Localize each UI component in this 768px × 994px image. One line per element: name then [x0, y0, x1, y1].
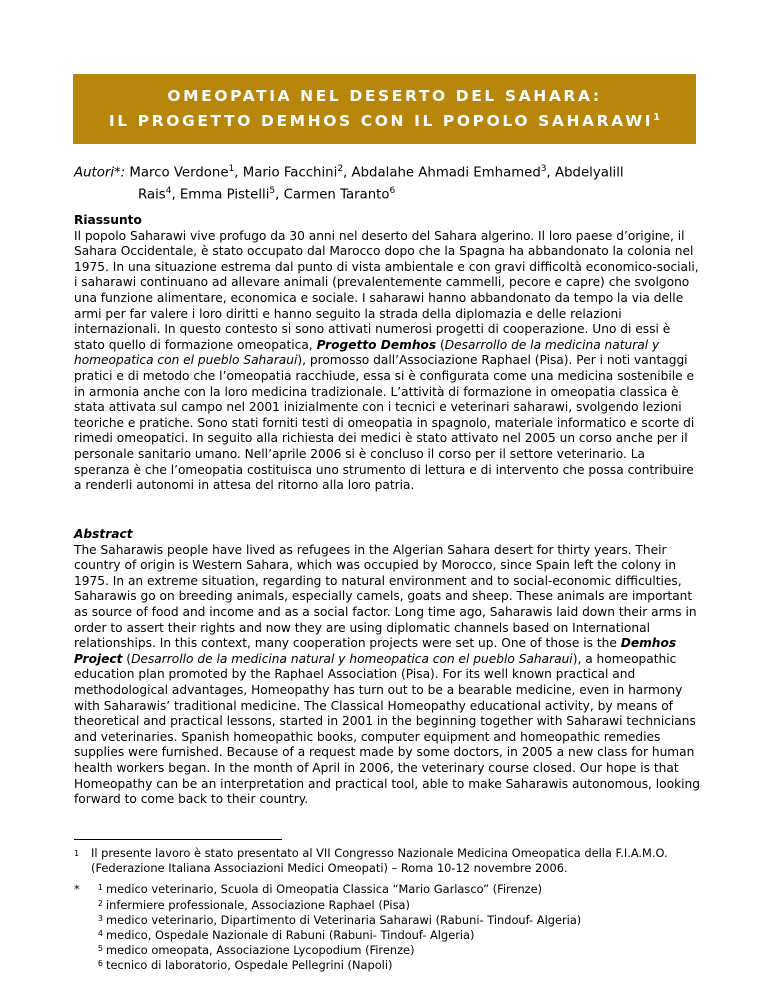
affiliations-list [74, 882, 704, 973]
affiliation-number: 4 [97, 929, 103, 939]
author-1-ref: 1 [228, 164, 235, 174]
affiliation-item [91, 943, 581, 958]
footnote-1 [74, 846, 704, 876]
author-2: , Mario Facchini [234, 165, 338, 181]
riassunto-heading: Riassunto [74, 213, 142, 227]
affiliation-item [91, 898, 581, 913]
footnote-1-mark [74, 846, 91, 876]
affiliation-number: 6 [97, 959, 103, 969]
affiliation-text: medico omeopata, Associazione Lycopodium (Firenze) [106, 943, 415, 958]
abstract-text [74, 543, 700, 808]
author-3-ref: 3 [540, 164, 547, 174]
riassunto-project-name: Progetto Demhos [316, 337, 437, 352]
title-line-1: OMEOPATIA NEL DESERTO DEL SAHARA: [167, 87, 602, 106]
affiliation-number: 3 [97, 913, 103, 923]
authors-label: Autori*: [74, 165, 126, 181]
riassunto-section [74, 213, 700, 494]
authors-line-2 [74, 182, 714, 204]
affiliation-number: 2 [97, 898, 103, 908]
title-footnote-ref: 1 [653, 112, 661, 124]
riassunto-text [74, 229, 700, 494]
affiliation-item [91, 913, 581, 928]
riassunto-text-part-1: Il popolo Saharawi vive profugo da 30 anni nel deserto del Sahara algerino. Il loro paese d’origine, il Sahara Occidentale, è stato occupato dal Marocco dopo che la Spagna ha abbandonato la colonia nel 1975. In una situazione estrema dal punto di vista ambientale e con gravi difficoltà economico-sociali, i saharawi continuano ad allevare animali (prevalentemente cammelli, pecore e capre) che svolgono una funzione alimentare, economica e sociale. I saharawi hanno abbandonato da tempo la via delle armi per far valere i loro diritti e hanno seguito la strada della diplomazia e delle relazioni internazionali. In questo contesto si sono attivati numerosi progetti di cooperazione. Uno di essi è stato quello di formazione omeopatica, [74, 228, 699, 352]
footnote-1-number: 1 [74, 849, 80, 858]
authors-line-1 [74, 160, 714, 182]
riassunto-project-desc: Desarrollo de la medicina natural y homeopatica con el pueblo Saharaui [74, 337, 660, 368]
riassunto-text-part-2: ( [436, 337, 445, 352]
affiliation-item [91, 882, 581, 897]
abstract-heading: Abstract [74, 527, 133, 541]
author-4-surname: Rais [138, 187, 166, 203]
abstract-text-part-2: ( [122, 651, 132, 666]
footnote-separator [74, 839, 282, 840]
author-6: , Carmen Taranto [275, 187, 390, 203]
author-2-ref: 2 [337, 164, 344, 174]
abstract-text-part-1: The Saharawis people have lived as refugees in the Algerian Sahara desert for thirty years. Their country of origin is Western Sahara, which was occupied by Morocco, since Spain left the colony in 1975. In an extreme situation, regarding to natural environment and to social-economic difficulties, Saharawis go on breeding animals, especially camels, goats and sheep. These animals are important as source of food and income and as a social factor. Long time ago, Saharawis laid down their arms in order to assert their rights and now they are using diplomatic channels based on International relationships. In this context, many cooperation projects were set up. One of those is the [74, 542, 697, 651]
affiliation-number: 1 [97, 883, 103, 893]
author-4: , Abdelyalill [546, 165, 624, 181]
abstract-project-desc: Desarrollo de la medicina natural y homeopatica con el pueblo Saharaui [131, 651, 573, 666]
title-banner [73, 74, 696, 144]
author-6-ref: 6 [389, 186, 396, 197]
footnotes-block [74, 846, 704, 974]
abstract-text-part-3: ), a homeopathic education plan promoted by the Raphael Association (Pisa). For its well known practical and methodological advantages, Homeopathy has turn out to be a bearable medicine, even in harmony with Saharawis’ traditional medicine. The Classical Homeopathy educational activity, by means of theoretical and practical lessons, started in 2001 in the beginning together with Saharawi technicians and veterinaries. Spanish homeopathic books, computer equipment and homeopathic remedies supplies were furnished. Because of a request made by some doctors, in 2005 a new class for human health workers began. In the month of April in 2006, the veterinary course closed. Our hope is that Homeopathy can be an interpretation and practical tool, able to make Saharawis autonomous, looking forward to come back to their country. [74, 651, 700, 807]
riassunto-text-part-3: ), promosso dall’Associazione Raphael (Pisa). Per i noti vantaggi pratici e di metodo che l’omeopatia racchiude, essa si è configurata come una medicina sostenibile e in armonia anche con la loro medicina tradizionale. L’attività di formazione in omeopatia classica è stata attivata sul campo nel 2001 inizialmente con i tecnici e veterinari saharawi, svolgendo lezioni teoriche e pratiche. Sono stati forniti testi di omeopatia in spagnolo, materiale informatico e scorte di rimedi omeopatici. In seguito alla richiesta dei medici è stato attivato nel 2005 un corso anche per il personale sanitario umano. Nell’aprile 2006 si è concluso il corso per il settore veterinario. La speranza è che l’omeopatia costituisca uno strumento di lettura e di intervento che possa contribuire a renderli autonomi in attesa del ritorno alla loro patria. [74, 353, 695, 493]
author-1: Marco Verdone [125, 165, 229, 181]
author-3: , Abdalahe Ahmadi Emhamed [343, 165, 541, 181]
abstract-section [74, 527, 700, 808]
author-5-ref: 5 [269, 186, 276, 197]
affiliations-items [91, 882, 581, 973]
affiliation-item [91, 928, 581, 943]
abstract-project-name: Demhos Project [74, 636, 677, 666]
affiliation-text: tecnico di laboratorio, Ospedale Pellegrini (Napoli) [106, 958, 393, 973]
affiliation-number: 5 [97, 944, 103, 954]
title-line-2-text: IL PROGETTO DEMHOS CON IL POPOLO SAHARAWI [108, 112, 654, 131]
affiliation-text: infermiere professionale, Associazione Raphael (Pisa) [106, 897, 410, 912]
author-5: , Emma Pistelli [171, 187, 270, 203]
authors-block [74, 160, 714, 205]
affiliation-item [91, 958, 581, 973]
affiliation-text: medico veterinario, Dipartimento di Veterinaria Saharawi (Rabuni- Tindouf- Algeria) [106, 912, 582, 927]
affiliations-mark: * [74, 882, 80, 897]
affiliation-text: medico, Ospedale Nazionale di Rabuni (Rabuni- Tindouf- Algeria) [106, 928, 475, 943]
affiliation-text: medico veterinario, Scuola di Omeopatia Classica “Mario Garlasco” (Firenze) [106, 882, 543, 897]
footnote-1-text: Il presente lavoro è stato presentato al VII Congresso Nazionale Medicina Omeopatica della F.I.A.M.O. (Federazione Italiana Associazioni Medici Omeopati) – Roma 10-12 novembre 2006. [91, 846, 668, 876]
title-line-2 [109, 107, 660, 132]
author-4-ref: 4 [165, 186, 172, 197]
